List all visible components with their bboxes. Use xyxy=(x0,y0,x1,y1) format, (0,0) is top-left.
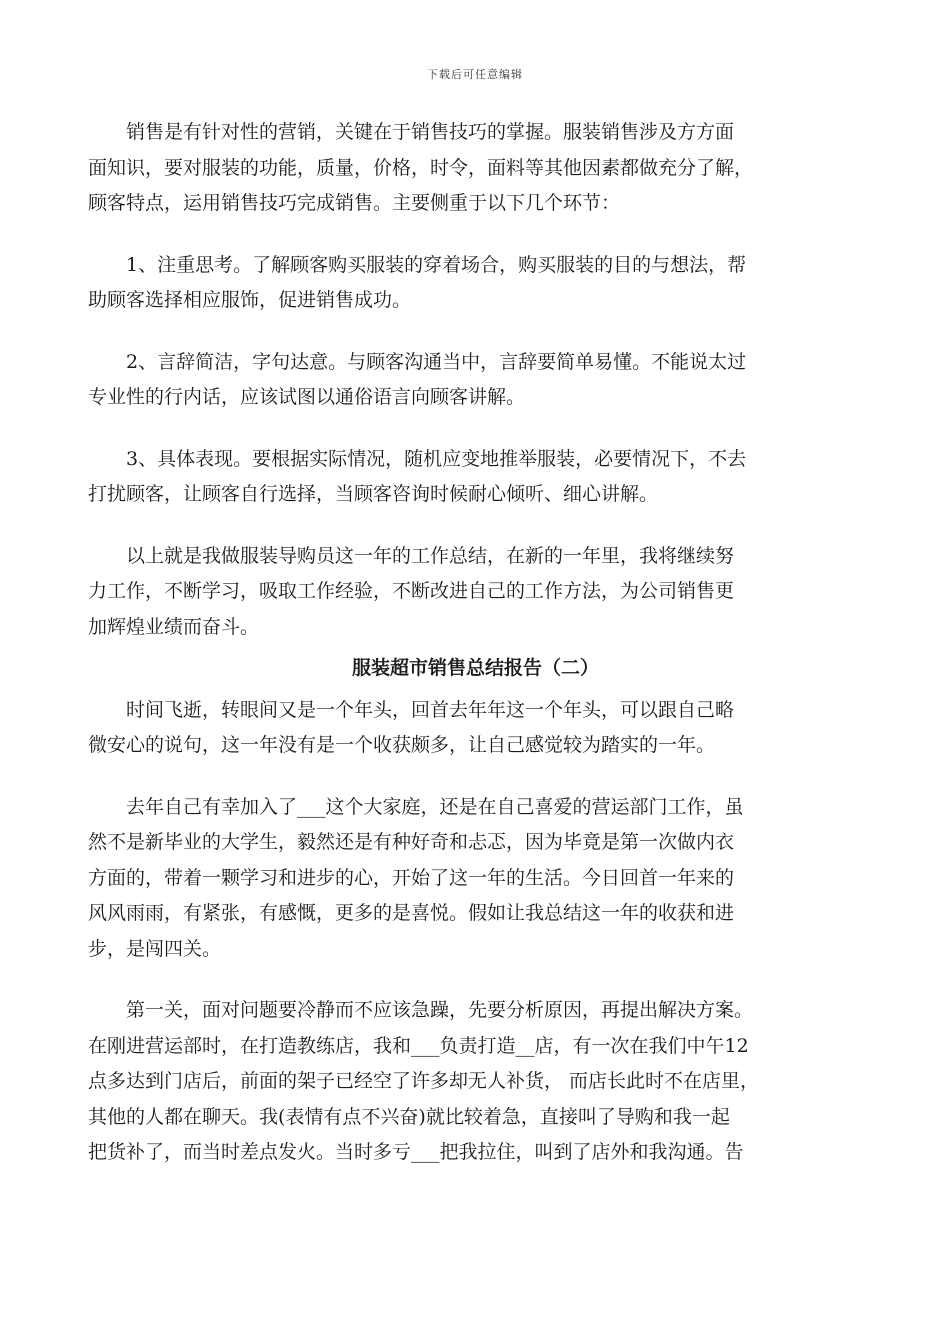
paragraph xyxy=(88,115,863,222)
paragraph-line: 以上就是我做服装导购员这一年的工作总结，在新的一年里，我将继续努 xyxy=(126,544,735,567)
paragraph-gap xyxy=(88,513,863,539)
paragraph-line: 力工作，不断学习，吸取工作经验，不断改进自己的工作方法，为公司销售更 xyxy=(88,580,735,602)
paragraph xyxy=(88,248,863,319)
paragraph-line: 顾客特点，运用销售技巧完成销售。主要侧重于以下几个环节： xyxy=(88,192,621,214)
paragraph-line: 点多达到门店后，前面的架子已经空了许多却无人补货， 而店长此时不在店里， xyxy=(88,1070,760,1092)
paragraph xyxy=(88,790,863,968)
paragraph-gap xyxy=(88,764,863,790)
paragraph-line: 打扰顾客，让顾客自行选择，当顾客咨询时候耐心倾听、细心讲解。 xyxy=(88,483,659,505)
paragraph-line: 步，是闯四关。 xyxy=(88,937,222,960)
paragraph xyxy=(88,993,863,1171)
paragraph-gap xyxy=(88,416,863,442)
paragraph-line: 其他的人都在聊天。我(表情有点不兴奋)就比较着急，直接叫了导购和我一起 xyxy=(88,1105,730,1128)
paragraph xyxy=(88,693,863,764)
paragraph-line: 时间飞逝，转眼间又是一个年头，回首去年年这一个年头，可以跟自己略 xyxy=(126,698,735,721)
paragraph-line: 销售是有针对性的营销，关键在于销售技巧的掌握。服装销售涉及方方面 xyxy=(126,121,735,143)
paragraph-line: 去年自己有幸加入了___这个大家庭，还是在自己喜爱的营运部门工作，虽 xyxy=(126,795,744,818)
paragraph-gap xyxy=(88,222,863,248)
paragraph-line: 然不是新毕业的大学生，毅然还是有种好奇和忐忑，因为毕竟是第一次做内衣 xyxy=(88,831,735,853)
paragraph-line: 专业性的行内话，应该试图以通俗语言向顾客讲解。 xyxy=(88,386,526,408)
section-heading: 服装超市销售总结报告（二） xyxy=(351,657,599,679)
paragraph-line: 3、具体表现。要根据实际情况，随机应变地推举服装，必要情况下，不去 xyxy=(126,447,747,470)
paragraph-line: 1、注重思考。了解顾客购买服装的穿着场合，购买服装的目的与想法，帮 xyxy=(126,253,747,276)
paragraph-line: 方面的，带着一颗学习和进步的心，开始了这一年的生活。今日回首一年来的 xyxy=(88,866,735,889)
paragraph xyxy=(88,442,863,513)
document-body xyxy=(88,115,863,1171)
paragraph-line: 把货补了，而当时差点发火。当时多亏___把我拉住，叫到了店外和我沟通。告 xyxy=(88,1141,744,1163)
paragraph-line: 助顾客选择相应服饰，促进销售成功。 xyxy=(88,289,412,311)
paragraph-line: 在刚进营运部时，在打造教练店，我和___负责打造__店，有一次在我们中午12 xyxy=(88,1034,749,1057)
paragraph-line: 面知识，要对服装的功能，质量，价格，时令，面料等其他因素都做充分了解， xyxy=(88,156,754,179)
paragraph-line: 第一关，面对问题要冷静而不应该急躁，先要分析原因，再提出解决方案。 xyxy=(126,999,754,1021)
paragraph-line: 2、言辞简洁，字句达意。与顾客沟通当中，言辞要简单易懂。不能说太过 xyxy=(126,350,747,373)
paragraph-line: 加辉煌业绩而奋斗。 xyxy=(88,615,260,638)
paragraph-line: 风风雨雨，有紧张，有感慨，更多的是喜悦。假如让我总结这一年的收获和进 xyxy=(88,902,735,924)
paragraph-line: 微安心的说句，这一年没有是一个收获颇多，让自己感觉较为踏实的一年。 xyxy=(88,734,716,756)
paragraph xyxy=(88,539,863,646)
section-two xyxy=(88,693,863,1171)
page-header: 下载后可任意编辑 xyxy=(427,68,523,81)
paragraph-gap xyxy=(88,319,863,345)
paragraph-gap xyxy=(88,967,863,993)
section-one xyxy=(88,115,863,645)
paragraph xyxy=(88,345,863,416)
